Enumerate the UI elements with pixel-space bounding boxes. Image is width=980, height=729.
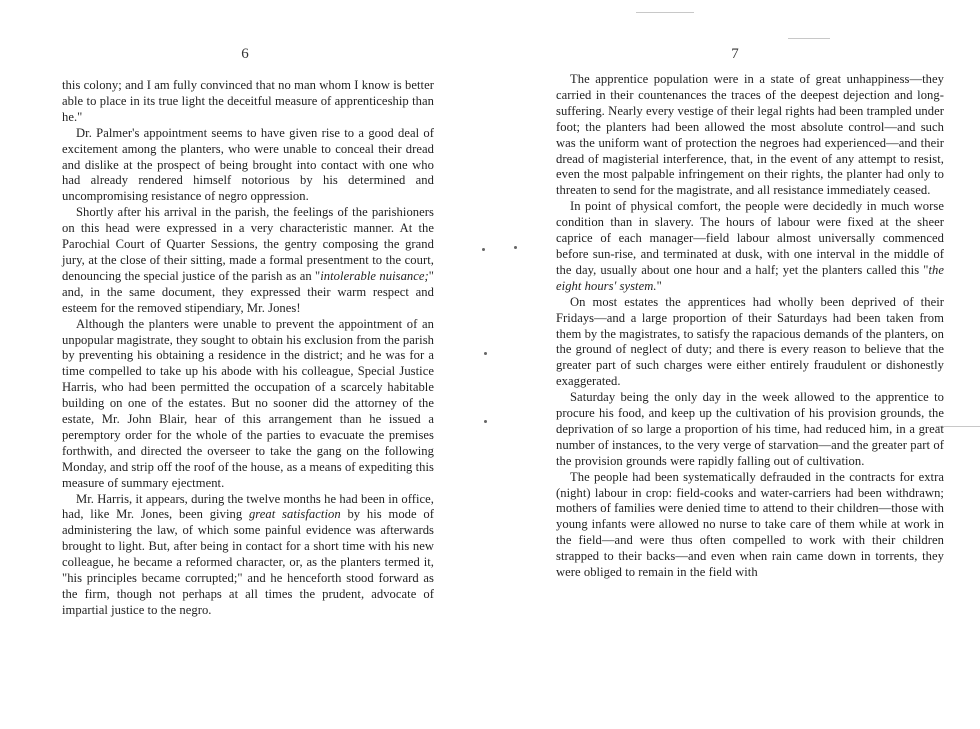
paragraph [62,492,434,619]
italic-text: intolerable nuisance; [320,268,429,283]
page-number-left: 6 [241,46,249,62]
right-page [490,0,980,729]
text-run: " and, in the same document, they expressed their warm respect and esteem for the removed stipendiary, Mr. Jones! [62,268,434,315]
text-run: by his mode of administering the law, of which some painful evidence was afterwards brought to light. But, after being in contact for a short time with his new colleague, he became a reformed character, or, as the planters termed it, "his principles became corrupted;" and he henceforth stood forward as the firm, though not perhaps at all times the prudent, advocate of impartial justice to the negro. [62,507,434,617]
paragraph [62,205,434,316]
italic-text: the eight hours' system. [556,262,944,293]
paragraph: this colony; and I am fully convinced that no man whom I know is better able to place in its true light the deceitful measure of apprenticeship than he." [62,78,434,124]
page-number-right: 7 [731,46,739,62]
text-run: Shortly after his arrival in the parish, the feelings of the parishioners on this head were expressed in a very characteristic manner. At the Parochial Court of Quarter Sessions, the gentry composing the grand jury, at the close of their sitting, made a formal presentment to the court, denouncing the special justice of the parish as an " [62,205,434,283]
right-page-body [556,72,944,581]
gutter-mark [484,420,487,423]
italic-text: great satisfaction [248,507,341,522]
text-run: " [656,278,662,293]
text-run: Mr. Harris, it appears, during the twelve months he had been in office, had, like Mr. Jones, been giving [62,491,434,522]
paragraph: On most estates the apprentices had wholly been deprived of their Fridays—and a large proportion of their Saturdays had been taken from them by the magistrates, to satisfy the rapacious demands of the planters, on the ground of neglect of duty; and there is every reason to believe that the greater part of such charges were either entirely fraudulent or dishonestly exaggerated. [556,294,944,389]
paragraph: The people had been systematically defrauded in the contracts for extra (night) labour in crop: field-cooks and water-carriers had been withdrawn; mothers of families were denied time to attend to their children—those with young infants were allowed no nurse to take care of them while at work in the field—and were thus often compelled to work with their children strapped to their backs—and even when rain came down in torrents, they were obliged to remain in the field with [556,469,944,580]
gutter-mark [484,352,487,355]
text-run: In point of physical comfort, the people were decidedly in much worse condition than in slavery. The hours of labour were fixed at the sheer caprice of each manager—field labour almost universally commenced before sun-rise, and terminated at dusk, with one interval in the middle of the day, usually about one hour and a half; yet the planters called this " [556,199,944,277]
paragraph [556,199,944,294]
paragraph: Although the planters were unable to prevent the appointment of an unpopular magistrate, they sought to obtain his exclusion from the parish by preventing his obtaining a residence in the district; and he was for a time compelled to take up his abode with his colleague, Special Justice Harris, who had been permitted the occupation of a scarcely habitable building on one of the estates. But no sooner did the attorney of the estate, Mr. John Blair, hear of this arrangement than he issued a peremptory order for the whole of the parties to evacuate the premises forthwith, and directed the overseer to take the gang on the following Monday, and strip off the roof of the house, as a means of expediting this measure of summary ejectment. [62,316,434,490]
gutter-mark [482,248,485,251]
paragraph: Saturday being the only day in the week allowed to the apprentice to procure his food, and keep up the cultivation of his provision grounds, the deprivation of so large a proportion of his time, had reduced him, in a great number of instances, to the very verge of starvation—and the greater part of the provision grounds were rapidly falling out of cultivation. [556,390,944,468]
paragraph: Dr. Palmer's appointment seems to have given rise to a good deal of excitement among the planters, who were unable to conceal their dread and dislike at the prospect of being brought into contact with one who had already rendered himself notorious by his determined and uncompromising resistance of negro oppression. [62,125,434,204]
left-page-body [62,78,434,619]
paragraph: The apprentice population were in a state of great unhappiness—they carried in their countenances the traces of the deepest dejection and long-suffering. Nearly every vestige of their legal rights had been trampled under foot; the planters had been allowed the most absolute control—and such was the uniform want of protection the negroes had experienced—and their dread of magisterial interference, that, in the event of any attempt to resist, even the most palpable infringement on their rights, the planter had only to threaten to send for the magistrate, and all resistance immediately ceased. [556,72,944,198]
